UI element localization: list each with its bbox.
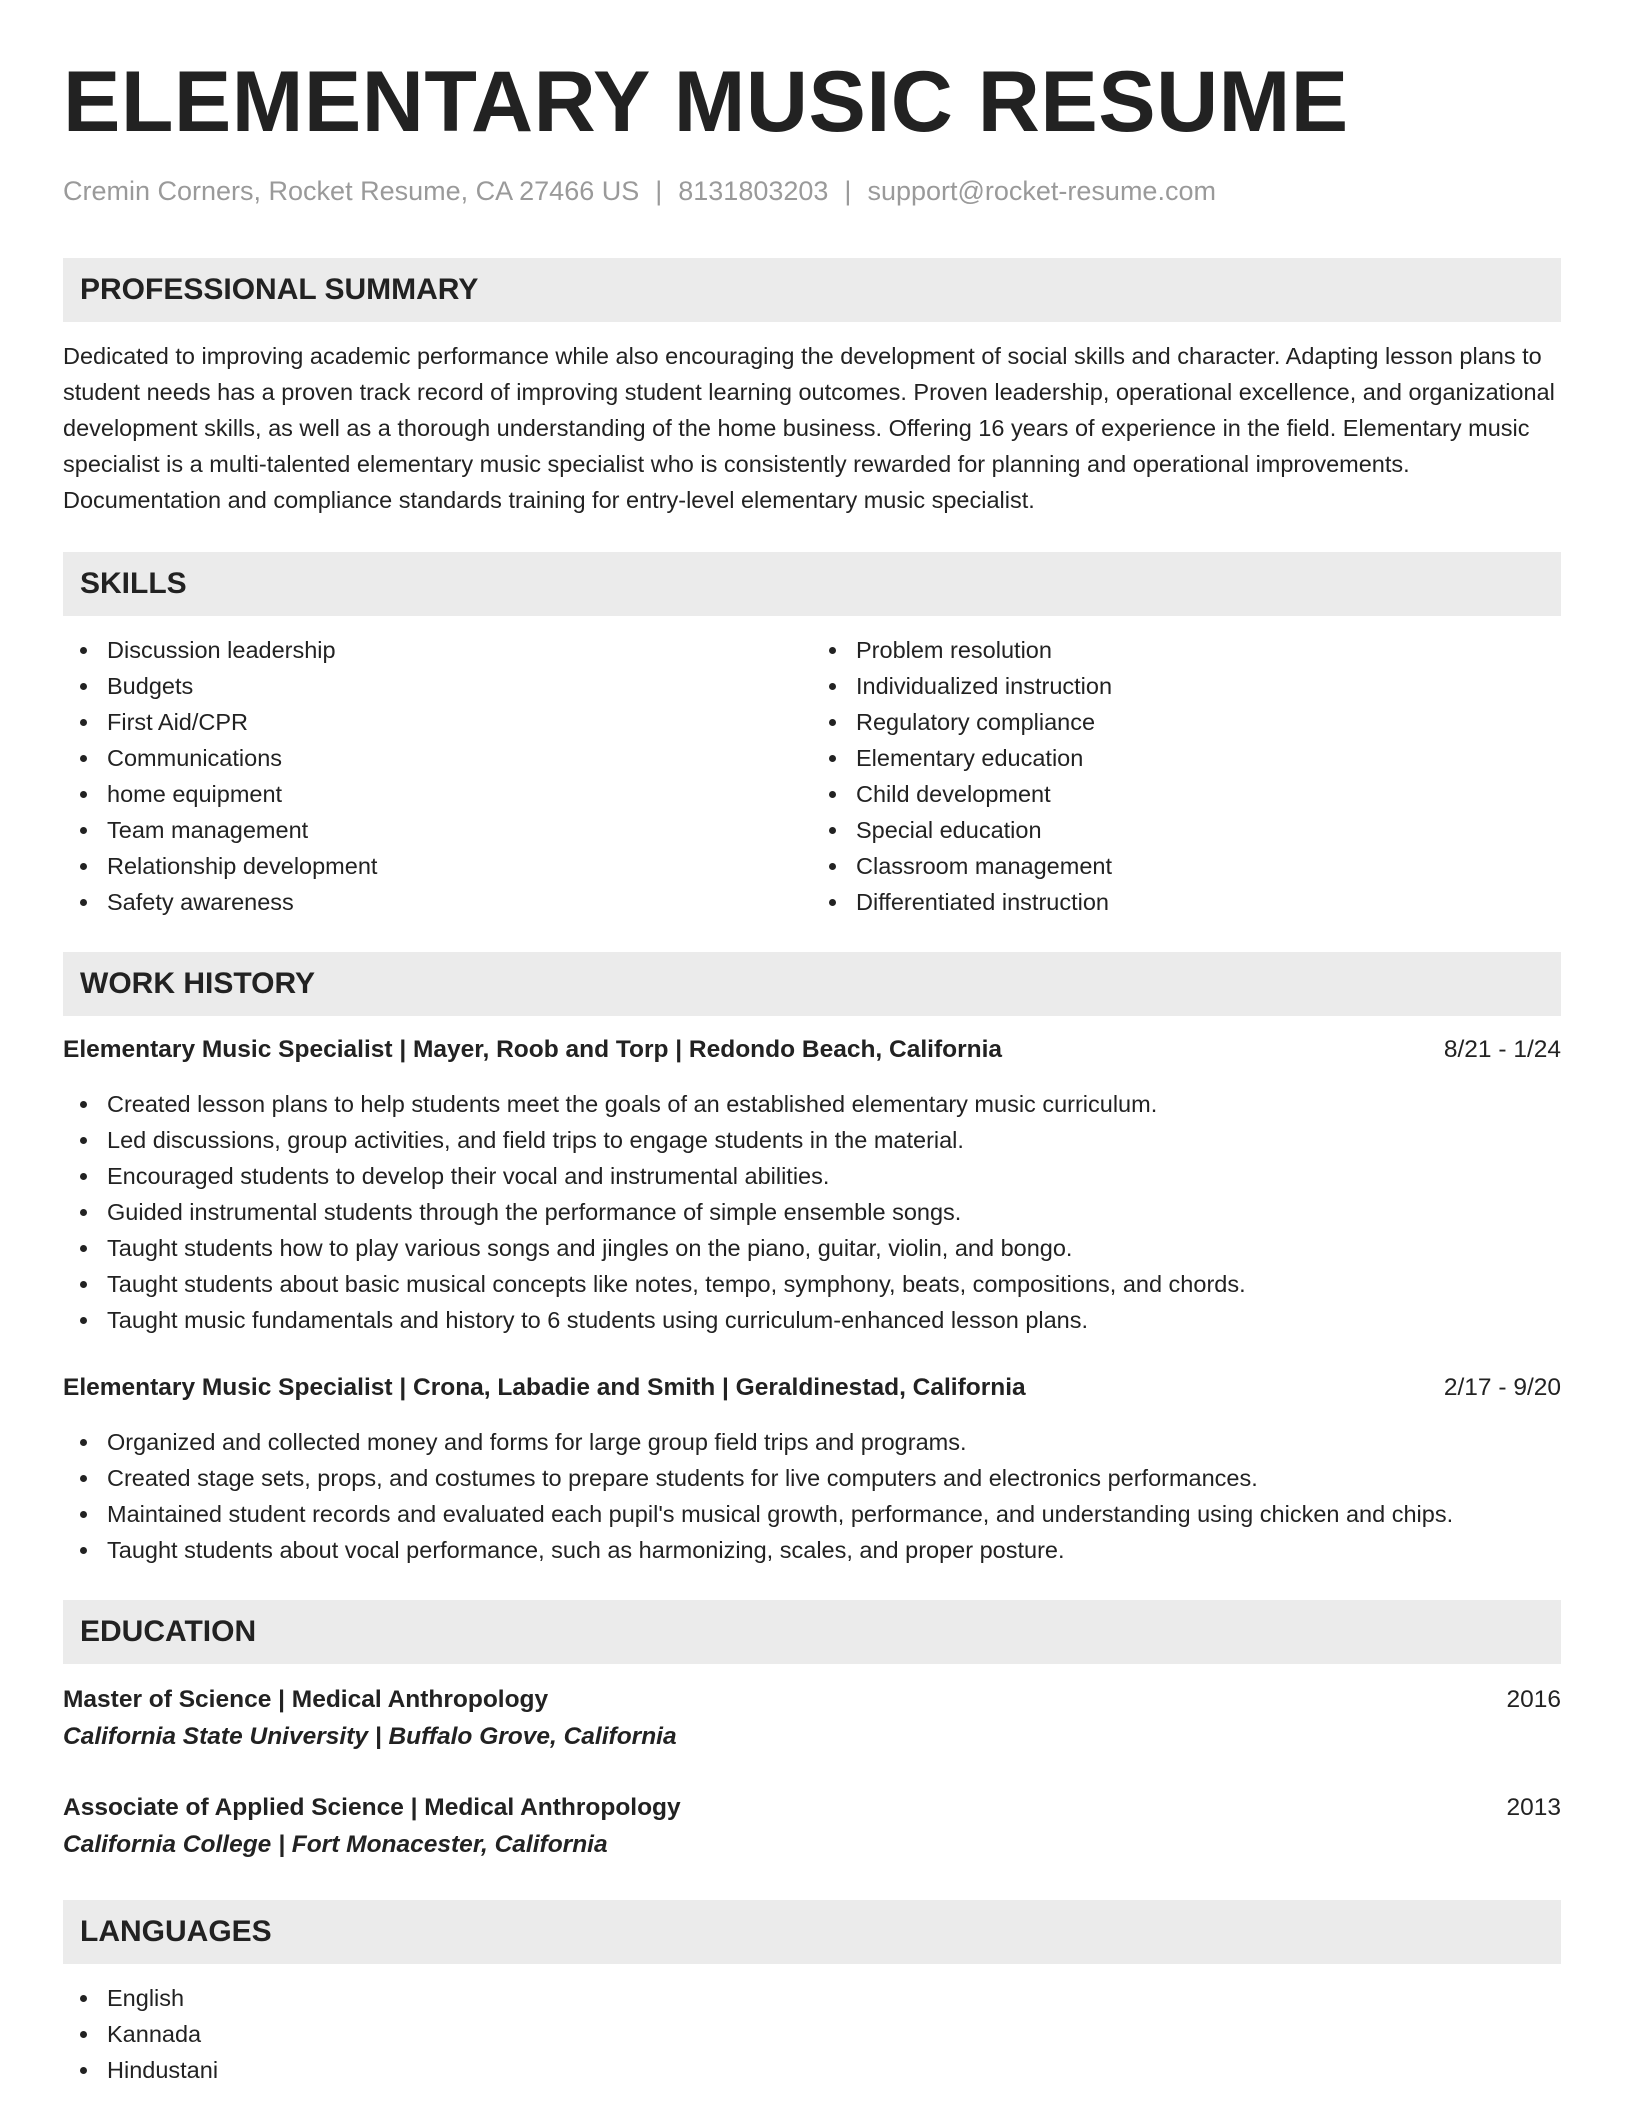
job-header [63, 1370, 1561, 1406]
skill-item: Problem resolution [856, 632, 1561, 668]
language-item: Kannada [107, 2016, 1561, 2052]
skill-item: Child development [856, 776, 1561, 812]
skill-item: Discussion leadership [107, 632, 812, 668]
job-bullet: Taught students about basic musical concepts like notes, tempo, symphony, beats, compositions, and chords. [107, 1266, 1561, 1302]
skill-item: Budgets [107, 668, 812, 704]
degree: Master of Science | Medical Anthropology [63, 1686, 549, 1713]
skill-item: Classroom management [856, 848, 1561, 884]
job-bullet: Created stage sets, props, and costumes to prepare students for live computers and electronics performances. [107, 1460, 1561, 1496]
job-bullet: Taught music fundamentals and history to 6 students using curriculum-enhanced lesson plans. [107, 1302, 1561, 1338]
job-bullet: Maintained student records and evaluated each pupil's musical growth, performance, and understanding using chicken and chips. [107, 1496, 1561, 1532]
education-year: 2016 [1506, 1686, 1561, 1713]
job-date: 8/21 - 1/24 [1443, 1036, 1561, 1063]
contact-address: Cremin Corners, Rocket Resume, CA 27466 US [63, 176, 640, 206]
contact-line [63, 174, 1561, 208]
education-year: 2013 [1506, 1794, 1561, 1821]
job-bullet: Guided instrumental students through the performance of simple ensemble songs. [107, 1194, 1561, 1230]
language-item: Hindustani [107, 2052, 1561, 2088]
contact-separator: | [655, 176, 663, 206]
education-header [63, 1790, 1561, 1826]
skill-item: Regulatory compliance [856, 704, 1561, 740]
contact-phone: 8131803203 [678, 176, 829, 206]
skills-column-right [812, 632, 1561, 920]
section-heading-languages: LANGUAGES [63, 1900, 1561, 1964]
job-bullet: Encouraged students to develop their vocal and instrumental abilities. [107, 1158, 1561, 1194]
section-heading-skills: SKILLS [63, 552, 1561, 616]
skill-item: Relationship development [107, 848, 812, 884]
job-bullet: Taught students how to play various songs and jingles on the piano, guitar, violin, and bongo. [107, 1230, 1561, 1266]
job-date: 2/17 - 9/20 [1443, 1374, 1561, 1401]
resume-title: ELEMENTARY MUSIC RESUME [63, 54, 1349, 150]
school: California State University | Buffalo Grove, California [63, 1723, 677, 1750]
skill-item: Special education [856, 812, 1561, 848]
job-bullet: Led discussions, group activities, and field trips to engage students in the material. [107, 1122, 1561, 1158]
job-bullet: Taught students about vocal performance, such as harmonizing, scales, and proper posture. [107, 1532, 1561, 1568]
language-item: English [107, 1980, 1561, 2016]
skill-item: Team management [107, 812, 812, 848]
skill-item: Elementary education [856, 740, 1561, 776]
job-bullets [63, 1424, 1561, 1568]
languages-list [63, 1980, 1561, 2088]
contact-email: support@rocket-resume.com [867, 176, 1216, 206]
job-title: Elementary Music Specialist | Crona, Labadie and Smith | Geraldinestad, California [63, 1374, 1026, 1401]
skill-item: home equipment [107, 776, 812, 812]
job-bullet: Created lesson plans to help students meet the goals of an established elementary music curriculum. [107, 1086, 1561, 1122]
skills-list [63, 632, 1561, 920]
education-header [63, 1682, 1561, 1718]
skill-item: Safety awareness [107, 884, 812, 920]
section-heading-education: EDUCATION [63, 1600, 1561, 1664]
section-heading-summary: PROFESSIONAL SUMMARY [63, 258, 1561, 322]
job-bullet: Organized and collected money and forms for large group field trips and programs. [107, 1424, 1561, 1460]
summary-text: Dedicated to improving academic performance while also encouraging the development of social skills and character. Adapting lesson plans to student needs has a proven track record of improving student learning outcomes. Proven leadership, operational excellence, and organizational development skills, as well as a thorough understanding of the home business. Offering 16 years of experience in the field. Elementary music specialist is a multi-talented elementary music specialist who is consistently rewarded for planning and operational improvements. Documentation and compliance standards training for entry-level elementary music specialist. [63, 343, 1555, 513]
skill-item: Communications [107, 740, 812, 776]
school: California College | Fort Monacester, California [63, 1831, 608, 1858]
skill-item: First Aid/CPR [107, 704, 812, 740]
job-header [63, 1032, 1561, 1068]
skill-item: Individualized instruction [856, 668, 1561, 704]
contact-separator: | [844, 176, 852, 206]
skill-item: Differentiated instruction [856, 884, 1561, 920]
job-title: Elementary Music Specialist | Mayer, Roob and Torp | Redondo Beach, California [63, 1036, 1003, 1063]
job-bullets [63, 1086, 1561, 1338]
skills-column-left [63, 632, 812, 920]
degree: Associate of Applied Science | Medical Anthropology [63, 1794, 681, 1821]
section-heading-work-history: WORK HISTORY [63, 952, 1561, 1016]
resume-page [63, 52, 1561, 2088]
